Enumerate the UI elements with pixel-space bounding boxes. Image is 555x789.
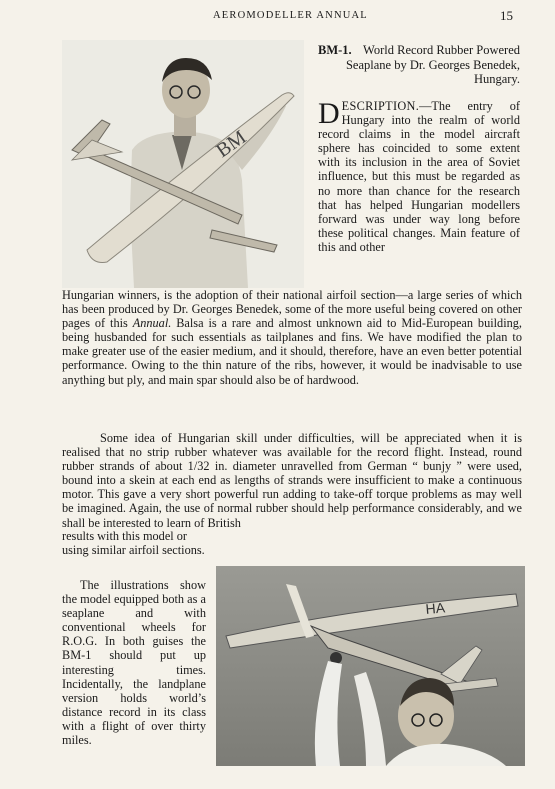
article-title [318,43,520,87]
title-text: World Record Rubber Powered Seaplane by Dr. Georges Benedek, Hungary. [345,43,520,86]
page-header [0,10,555,26]
paragraph-illustrations: The illustrations show the model equipped both as a seaplane and with conventional wheels for R.O.G. In both guises the BM-1 should put up interesting times. Incidentally, the landplane version holds world’s distance record in its class with a flight of over thirty miles. [62,578,206,748]
svg-text:HA: HA [424,599,446,617]
svg-text:BM: BM [212,126,251,163]
description-body: —The entry of Hungary into the realm of world record claims in the model aircraft sphere has coincided to some extent with its inclusion in the area of Soviet influence, but this must be regarded as no more than chance for the research that has helped Hungarian modellers forward was under way long before these political changes. Main feature of this and other [318,99,520,254]
description-continuation [62,288,522,387]
continuation-text-b: Balsa is a rare and almost unknown aid to Mid-European building, being husbanded for such essentials as tailplanes and fins. We have modified the plan to make greater use of the easier medium, and it should, therefore, have an even better potential performance. Owing to the thin nature of the ribs, however, it would be inadvisable to use anything but ply, and main spar should also be of hardwood. [62,316,522,387]
paragraph-rubber-motor: Some idea of Hungarian skill under difficulties, will be appreciated when it is realised that no strip rubber whatever was available for the record flight. Instead, round rubber strands of about 1/32 in. diameter unravelled from German “ bunjy ” were used, bound into a skein at each end as lengths of strands were insufficient to make a continuous motor. This gave a very short powerful run adding to take-off torque problems as may well be imagined. Again, the use of normal rubber should help performance considerably, and we shall be interested to learn of British [62,431,522,530]
model-code: BM-1. [318,43,352,57]
page-number: 15 [500,8,513,23]
paragraph-rubber-tail: results with this model or using similar airfoil sections. [62,529,205,558]
running-head: AEROMODELLER ANNUAL [213,10,368,21]
annual-italic: Annual. [132,316,172,331]
photo-man-with-seaplane [62,40,304,288]
continuation-text-a: Hungarian winners, is the adoption of their national airfoil section—a large series of which has been produced by Dr. Georges Benedek, some of the more useful being covered on other pages of this [62,288,522,331]
photo-man-launching-landplane [216,566,525,766]
description-right-column [318,99,520,254]
drop-cap: D [318,97,340,130]
description-lead: ESCRIPTION. [341,99,420,113]
